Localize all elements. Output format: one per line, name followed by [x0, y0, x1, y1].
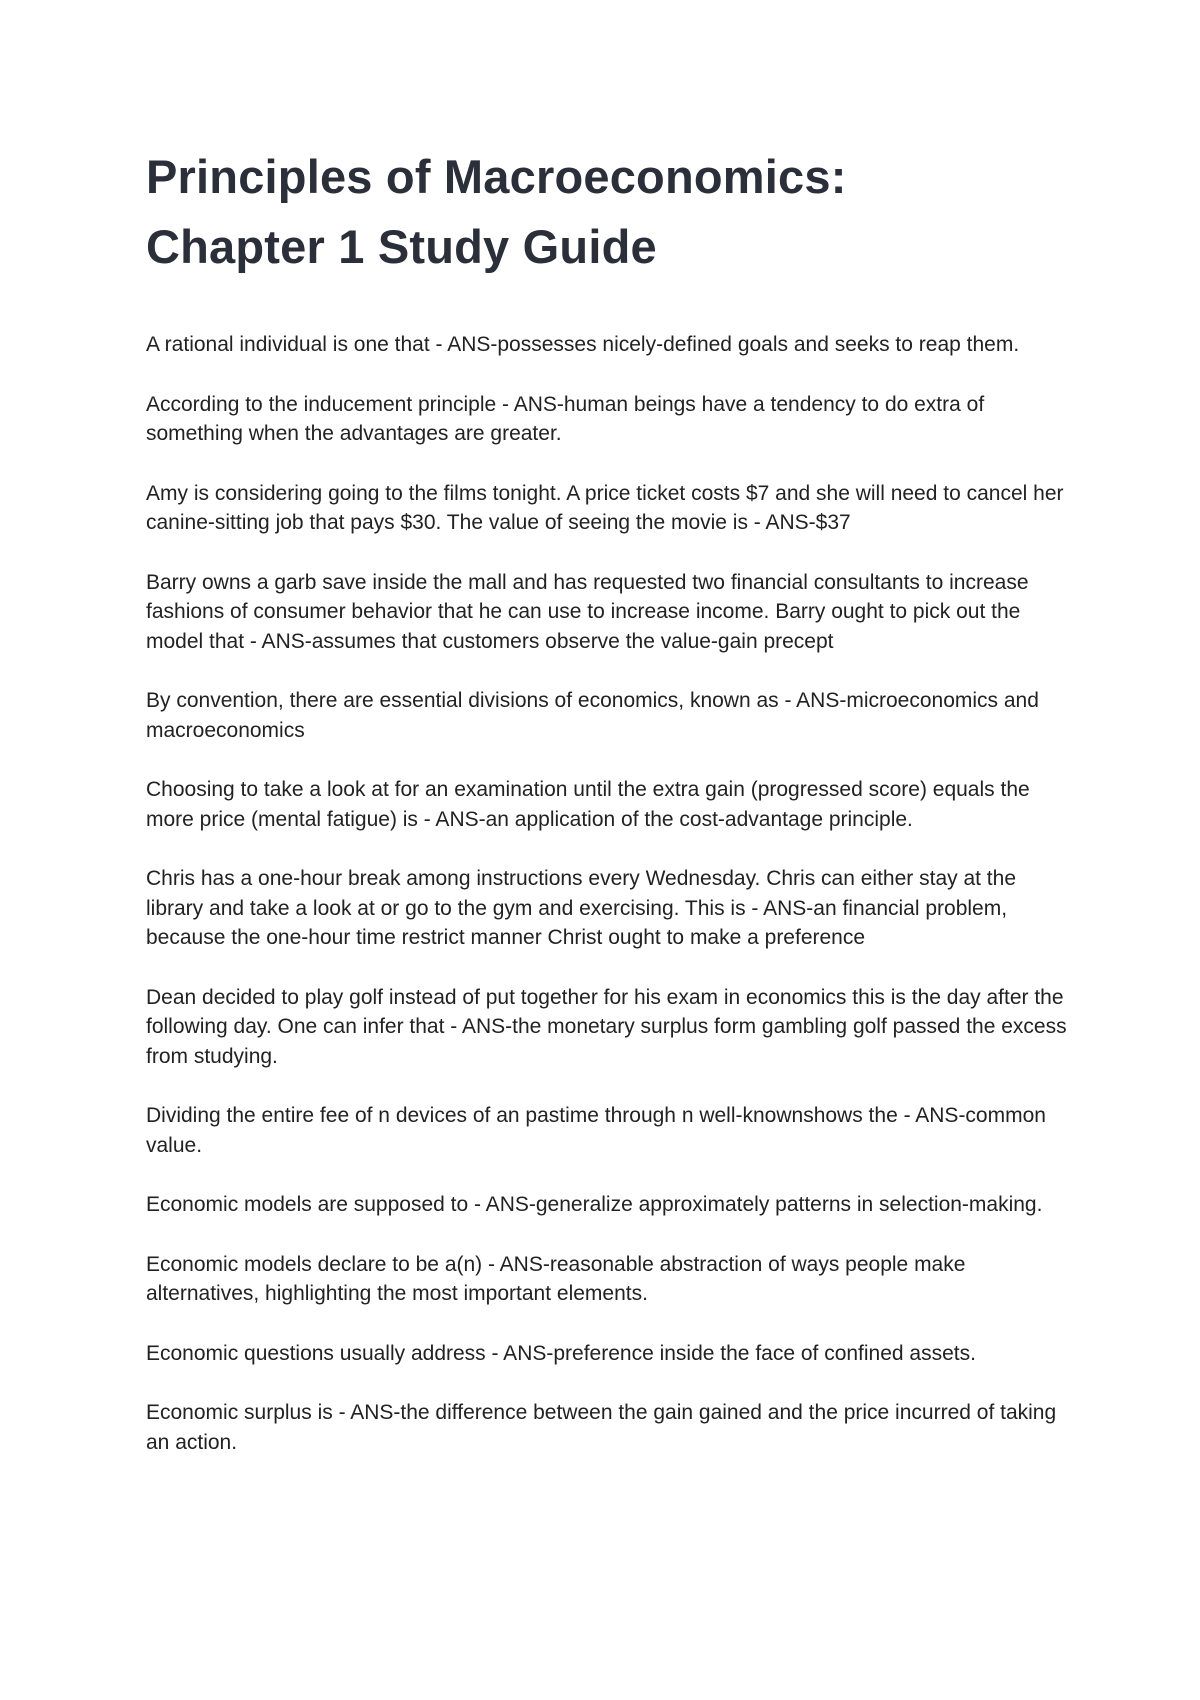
- question-item: Chris has a one-hour break among instructions every Wednesday. Chris can either stay at the library and take a look at or go to the gym and exercising. This is - ANS-an financial problem, because the one-hour time restrict manner Christ ought to make a preference: [146, 867, 1016, 949]
- question-item: Economic models declare to be a(n) - ANS-reasonable abstraction of ways people make alternatives, highlighting the most important elements.: [146, 1252, 966, 1305]
- question-item: Choosing to take a look at for an examination until the extra gain (progressed score) equals the more price (mental fatigue) is - ANS-an application of the cost-advantage principle.: [146, 778, 1030, 831]
- question-item: Economic models are supposed to - ANS-generalize approximately patterns in selection-making.: [146, 1193, 1043, 1216]
- question-item: Dividing the entire fee of n devices of an pastime through n well-knownshows the - ANS-common value.: [146, 1104, 1046, 1157]
- question-item: Dean decided to play golf instead of put together for his exam in economics this is the day after the following day. One can infer that - ANS-the monetary surplus form gambling golf passed the excess from studying.: [146, 985, 1067, 1068]
- question-list: [146, 330, 1070, 1457]
- page-title: [146, 142, 1070, 282]
- question-item: Economic surplus is - ANS-the difference between the gain gained and the price incurred of taking an action.: [146, 1401, 1057, 1454]
- question-item: Barry owns a garb save inside the mall and has requested two financial consultants to increase fashions of consumer behavior that he can use to increase income. Barry ought to pick out the model that - ANS-assumes that customers observe the value-gain precept: [146, 570, 1029, 653]
- title-line-2: Chapter 1 Study Guide: [146, 220, 657, 273]
- question-item: According to the inducement principle - ANS-human beings have a tendency to do extra of something when the advantages are greater.: [146, 392, 985, 445]
- question-item: Economic questions usually address - ANS-preference inside the face of confined assets.: [146, 1341, 976, 1365]
- question-item: A rational individual is one that - ANS-possesses nicely-defined goals and seeks to reap them.: [146, 333, 1020, 356]
- question-item: By convention, there are essential divisions of economics, known as - ANS-microeconomics and macroeconomics: [146, 689, 1039, 742]
- title-line-1: Principles of Macroeconomics:: [146, 150, 847, 203]
- question-item: Amy is considering going to the films tonight. A price ticket costs $7 and she will need to cancel her canine-sitting job that pays $30. The value of seeing the movie is - ANS-$37: [146, 481, 1064, 534]
